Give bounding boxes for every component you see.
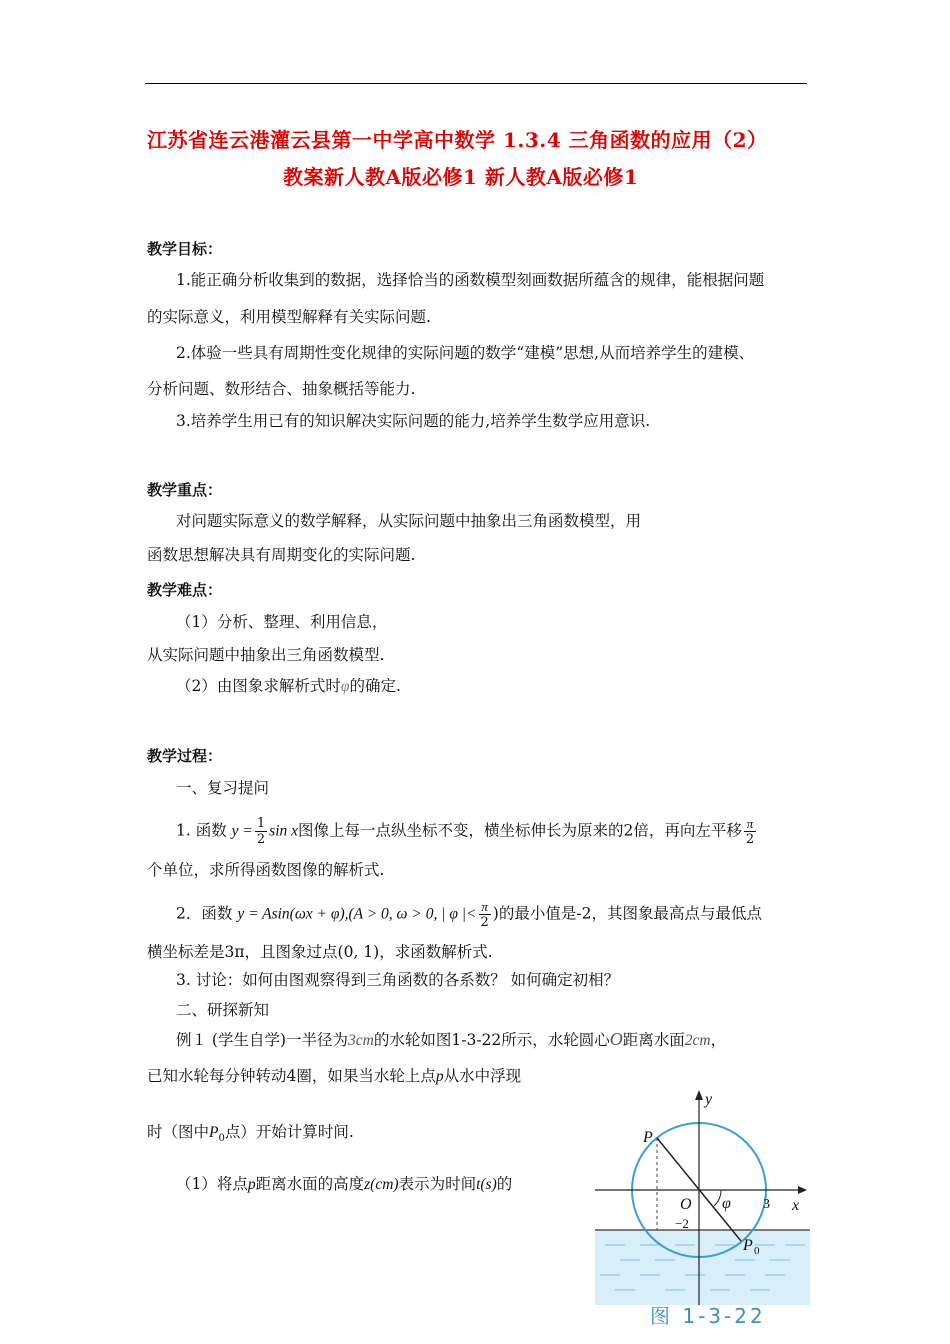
ex1-line4-b: 距离水面的高度	[255, 1175, 365, 1193]
header-rule	[145, 83, 807, 84]
label-phi: φ	[722, 1195, 731, 1212]
q2-suffix: )的最小值是-2，其图象最高点与最低点	[492, 904, 762, 923]
q1-fraction	[255, 816, 267, 847]
keypoints-heading: 教学重点：	[147, 481, 223, 499]
label-3: 3	[763, 1197, 770, 1212]
goals-item2-a: 2.体验一些具有周期性变化规律的实际问题的数学“建模”思想,从而培养学生的建模、	[176, 344, 755, 362]
ex1-line2-a: 已知水轮每分钟转动4圈，如果当水轮上点	[147, 1067, 436, 1085]
ex1-line2-b: 从水中浮现	[443, 1067, 522, 1085]
difficulties-line1: （1）分析、整理、利用信息，	[176, 613, 388, 631]
phi-arc	[714, 1190, 721, 1206]
ex1-line2-p: p	[435, 1068, 444, 1085]
process-heading: 教学过程：	[147, 747, 223, 765]
q2-pi-fraction	[479, 899, 491, 930]
q2-prefix: 2．函数	[176, 904, 233, 923]
label-x: x	[792, 1197, 800, 1214]
ex1-line3-P: P	[209, 1124, 219, 1141]
y-axis-arrow	[695, 1090, 703, 1100]
q1-pi-num: π	[744, 816, 756, 832]
ex1-line3-b: 点）开始计算时间.	[224, 1123, 354, 1141]
keypoints-line2: 函数思想解决具有周期变化的实际问题.	[147, 546, 416, 564]
keypoints-line1: 对问题实际意义的数学解释，从实际问题中抽象出三角函数模型，用	[176, 512, 642, 530]
q1-mid: 图像上每一点纵坐标不变，横坐标伸长为原来的2倍，再向左平移	[298, 821, 742, 840]
q1-y: y =	[231, 822, 253, 840]
question1-line1	[176, 816, 758, 847]
goals-item3: 3.培养学生用已有的知识解决实际问题的能力,培养学生数学应用意识.	[176, 412, 651, 430]
q2-pi-num: π	[479, 899, 491, 915]
goals-item1-b: 的实际意义，利用模型解释有关实际问题.	[147, 308, 431, 326]
difficulties-line3-a: （2）由图象求解析式时	[176, 677, 341, 695]
water-region	[595, 1230, 810, 1305]
q1-prefix: 1. 函数	[176, 821, 227, 840]
label-P0-sub: 0	[754, 1245, 760, 1257]
q2-formula: y = Asin(ωx + φ),(A > 0, ω > 0, | φ |<	[237, 905, 477, 923]
ex1-e: ，	[710, 1031, 727, 1049]
difficulties-line2: 从实际问题中抽象出三角函数模型.	[147, 646, 385, 664]
phi-symbol: φ	[340, 678, 350, 695]
question3: 3. 讨论：如何由图观察得到三角函数的各系数？ 如何确定初相？	[176, 971, 620, 989]
example1-line2	[147, 1066, 521, 1087]
example1-line3	[147, 1122, 354, 1149]
ex1-radius: 3cm	[348, 1032, 374, 1049]
example1-line1	[176, 1029, 726, 1051]
question2-line2: 横坐标差是3π，且图象过点(0, 1)，求函数解析式.	[147, 943, 493, 961]
ex1-line3-sub: 0	[218, 1133, 225, 1145]
q1-pi-den: 2	[745, 832, 755, 847]
figure-caption: 图 1-3-22	[650, 1304, 766, 1328]
ex1-line4-p: p	[247, 1176, 256, 1193]
doc-title-line2: 教案新人教A版必修1 新人教A版必修1	[283, 165, 639, 189]
goals-item1-a: 1.能正确分析收集到的数据，选择恰当的函数模型刻画数据所蕴含的规律，能根据问题	[176, 271, 765, 289]
goals-item2-b: 分析问题、数形结合、抽象概括等能力.	[147, 380, 416, 398]
example1-line4	[176, 1174, 512, 1195]
ex1-line4-a: （1）将点	[176, 1175, 248, 1193]
review-heading: 一、复习提问	[176, 779, 270, 797]
doc-title-line1: 江苏省连云港灌云县第一中学高中数学 1.3.4 三角函数的应用（2）	[147, 128, 768, 152]
difficulties-line3	[176, 676, 401, 697]
ex1-c: 距离水面	[622, 1031, 685, 1049]
question2-line1	[176, 899, 762, 930]
question1-line2: 个单位，求所得函数图像的解析式.	[147, 861, 385, 879]
q1-frac-den: 2	[256, 832, 266, 847]
new-knowledge-heading: 二、研探新知	[176, 1001, 270, 1019]
label-P: P	[643, 1129, 653, 1146]
q1-pi-fraction	[744, 816, 756, 847]
difficulties-heading: 教学难点：	[147, 581, 223, 599]
ex1-line3-a: 时（图中	[147, 1123, 210, 1141]
label-y: y	[705, 1091, 713, 1108]
q1-sinx: sin x	[269, 822, 298, 840]
ex1-center-O: O	[609, 1029, 623, 1049]
difficulties-line3-b: 的确定.	[349, 677, 401, 695]
ex1-distance: 2cm	[684, 1032, 711, 1049]
ex1-line4-c: 表示为时间	[398, 1175, 477, 1193]
q2-pi-den: 2	[480, 915, 489, 930]
ex1-line4-d: 的	[496, 1175, 513, 1193]
ex1-line4-t: t(s)	[476, 1176, 497, 1193]
goals-heading: 教学目标：	[147, 240, 223, 258]
label-O: O	[680, 1196, 692, 1213]
ex1-a: 例１ (学生自学)一半径为	[176, 1031, 349, 1049]
label-P0: P	[743, 1237, 753, 1254]
label-neg2: −2	[675, 1216, 689, 1231]
ex1-b: 的水轮如图1-3-22所示，水轮圆心	[373, 1031, 610, 1049]
q1-frac-num: 1	[256, 816, 266, 831]
x-axis-arrow	[798, 1186, 807, 1194]
ex1-line4-z: z(cm)	[364, 1176, 399, 1193]
